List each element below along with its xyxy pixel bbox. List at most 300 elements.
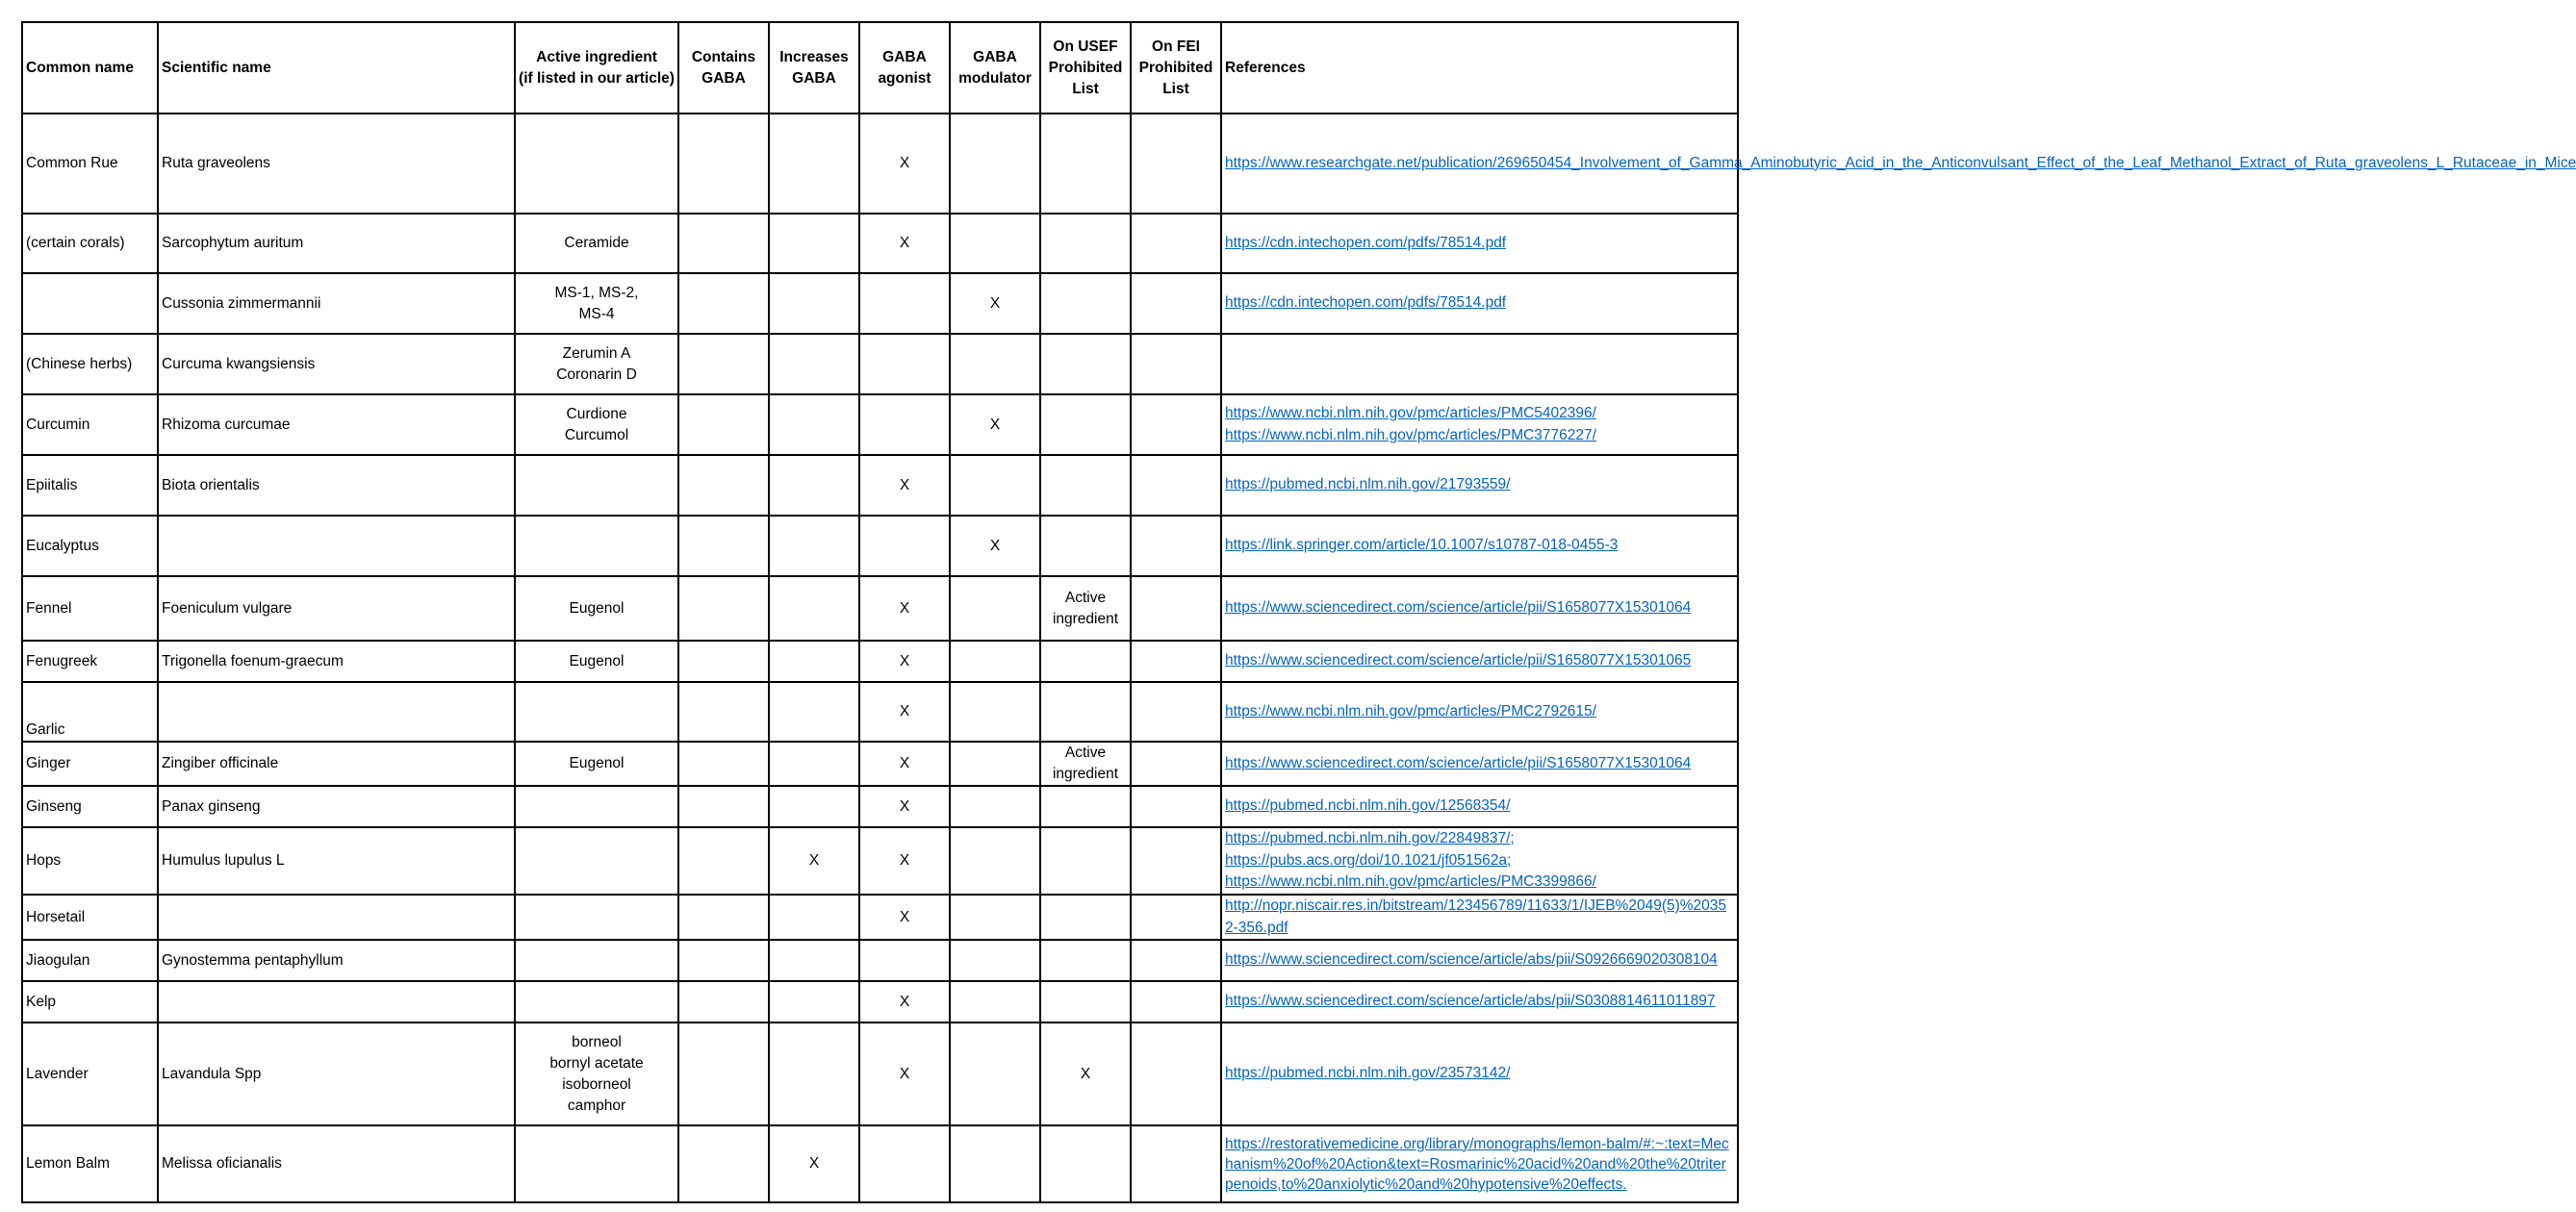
usef-cell — [1040, 742, 1131, 786]
common-name-cell — [22, 682, 158, 742]
fei-cell — [1131, 742, 1221, 786]
references-cell — [1221, 827, 1738, 895]
references-cell — [1221, 1125, 1738, 1202]
reference-link[interactable]: https://pubmed.ncbi.nlm.nih.gov/21793559/ — [1225, 476, 1511, 493]
active-ingredient-line: camphor — [567, 1097, 626, 1114]
table-row — [22, 827, 1738, 895]
header-usef-line-3: List — [1072, 80, 1099, 97]
common-name-cell — [22, 576, 158, 641]
scientific-name: Sarcophytum auritum — [162, 235, 304, 251]
common-name: Ginseng — [26, 797, 82, 815]
usef-cell — [1040, 641, 1131, 682]
header-contains-line-1: Contains — [691, 48, 756, 65]
table-body — [22, 114, 2576, 1202]
scientific-name-cell — [158, 214, 515, 273]
common-name: Lemon Balm — [26, 1155, 111, 1172]
usef-cell — [1040, 940, 1131, 981]
contains-cell — [678, 786, 769, 827]
fei-cell — [1131, 214, 1221, 273]
agonist-cell — [859, 786, 950, 827]
agonist-cell — [859, 895, 950, 940]
common-name: (Chinese herbs) — [26, 355, 133, 372]
scientific-name-cell — [158, 641, 515, 682]
common-name-cell — [22, 827, 158, 895]
contains-cell — [678, 895, 769, 940]
table-row — [22, 576, 1738, 641]
contains-cell — [678, 214, 769, 273]
reference-link[interactable]: https://www.sciencedirect.com/science/article/pii/S1658077X15301065 — [1225, 652, 1692, 669]
common-name-cell — [22, 114, 158, 214]
agonist-cell — [859, 981, 950, 1023]
scientific-name-cell — [158, 786, 515, 827]
active-ingredient-cell — [515, 576, 678, 641]
fei-cell — [1131, 641, 1221, 682]
agonist-cell — [859, 273, 950, 334]
increases-cell — [769, 455, 859, 516]
usef-cell — [1040, 827, 1131, 895]
contains-cell — [678, 576, 769, 641]
modulator-cell — [950, 895, 1040, 940]
common-name: Eucalyptus — [26, 537, 99, 554]
common-name: Common Rue — [26, 155, 118, 171]
usef-cell — [1040, 334, 1131, 394]
common-name: Ginger — [26, 755, 71, 771]
increases-cell — [769, 394, 859, 455]
scientific-name: Humulus lupulus L — [162, 852, 285, 869]
modulator-cell — [950, 334, 1040, 394]
references-cell — [1221, 455, 1738, 516]
scientific-name: Lavandula Spp — [162, 1065, 262, 1082]
reference-link[interactable]: https://restorativemedicine.org/library/monographs/lemon-balm/#:~:text=Mechanism%20of%20Action&text=Rosmarinic%20acid%20and%20the%20triterpenoids,to%20anxiolytic%20and%20hypotensive%20effects. — [1225, 1135, 1729, 1193]
increases-cell — [769, 114, 859, 214]
common-name: Hops — [26, 852, 62, 869]
active-ingredient-cell — [515, 742, 678, 786]
modulator-cell — [950, 214, 1040, 273]
usef-cell — [1040, 273, 1131, 334]
modulator-cell — [950, 827, 1040, 895]
agonist-cell — [859, 334, 950, 394]
common-name-cell — [22, 895, 158, 940]
agonist-mark: X — [899, 755, 910, 771]
reference-link[interactable]: https://pubs.acs.org/doi/10.1021/jf051562a; — [1225, 851, 1512, 869]
common-name-cell — [22, 1125, 158, 1202]
references-cell — [1221, 742, 1738, 786]
scientific-name: Ruta graveolens — [162, 155, 270, 171]
reference-link[interactable]: https://www.sciencedirect.com/science/article/pii/S1658077X15301064 — [1225, 754, 1692, 771]
header-modulator-line-2: modulator — [958, 69, 1032, 87]
modulator-cell — [950, 641, 1040, 682]
header-modulator-line-1: GABA — [973, 48, 1017, 65]
common-name-cell — [22, 742, 158, 786]
agonist-cell — [859, 214, 950, 273]
scientific-name-cell — [158, 895, 515, 940]
agonist-mark: X — [899, 235, 910, 251]
modulator-cell — [950, 682, 1040, 742]
increases-cell — [769, 576, 859, 641]
fei-cell — [1131, 1023, 1221, 1125]
contains-cell — [678, 940, 769, 981]
references-cell — [1221, 576, 1738, 641]
agonist-mark: X — [899, 476, 910, 493]
table-row — [22, 273, 1738, 334]
scientific-name-cell — [158, 576, 515, 641]
table-row — [22, 742, 1738, 786]
references-cell — [1221, 895, 1738, 940]
references-cell — [1221, 786, 1738, 827]
table-row — [22, 641, 1738, 682]
references-cell — [1221, 394, 1738, 455]
scientific-name: Panax ginseng — [162, 797, 261, 815]
active-ingredient-line: Eugenol — [569, 755, 625, 771]
active-ingredient-cell — [515, 455, 678, 516]
header-agonist-line-1: GABA — [882, 48, 927, 65]
contains-cell — [678, 827, 769, 895]
common-name: (certain corals) — [26, 235, 125, 251]
header-fei-line-3: List — [1162, 80, 1189, 97]
table-row — [22, 394, 1738, 455]
modulator-cell — [950, 394, 1040, 455]
agonist-cell — [859, 682, 950, 742]
common-name-cell — [22, 516, 158, 576]
common-name-cell — [22, 214, 158, 273]
agonist-cell — [859, 940, 950, 981]
scientific-name-cell — [158, 273, 515, 334]
usef-value-line: Active — [1064, 745, 1107, 761]
usef-value-line: Active — [1064, 589, 1107, 606]
agonist-mark: X — [899, 1065, 910, 1082]
table-row — [22, 682, 1738, 742]
active-ingredient-cell — [515, 895, 678, 940]
increases-mark: X — [808, 852, 820, 869]
references-cell — [1221, 273, 1738, 334]
reference-link[interactable]: https://pubmed.ncbi.nlm.nih.gov/12568354/ — [1225, 797, 1511, 815]
table-row — [22, 516, 1738, 576]
agonist-cell — [859, 827, 950, 895]
header-common-name: Common name — [22, 22, 158, 114]
modulator-cell — [950, 576, 1040, 641]
references-cell — [1221, 214, 1738, 273]
usef-cell — [1040, 1125, 1131, 1202]
header-fei-line-2: Prohibited — [1138, 59, 1213, 76]
agonist-mark: X — [899, 993, 910, 1010]
agonist-mark: X — [899, 703, 910, 720]
table-row — [22, 214, 1738, 273]
active-ingredient-line: Eugenol — [569, 652, 625, 669]
active-ingredient-cell — [515, 114, 678, 214]
scientific-name: Foeniculum vulgare — [162, 599, 293, 617]
agonist-cell — [859, 516, 950, 576]
header-usef-prohibited — [1040, 22, 1131, 114]
common-name-cell — [22, 641, 158, 682]
agonist-mark: X — [899, 852, 910, 869]
common-name: Horsetail — [26, 908, 86, 925]
agonist-mark: X — [899, 908, 910, 925]
increases-cell — [769, 1125, 859, 1202]
scientific-name-cell — [158, 827, 515, 895]
table-row — [22, 1023, 1738, 1125]
fei-cell — [1131, 114, 1221, 214]
agonist-cell — [859, 742, 950, 786]
contains-cell — [678, 1023, 769, 1125]
increases-cell — [769, 827, 859, 895]
active-ingredient-line: isoborneol — [562, 1075, 631, 1093]
reference-link[interactable]: https://link.springer.com/article/10.1007/s10787-018-0455-3 — [1225, 537, 1619, 554]
active-ingredient-cell — [515, 786, 678, 827]
references-cell — [1221, 682, 1738, 742]
active-ingredient-line: Eugenol — [569, 599, 625, 617]
fei-cell — [1131, 827, 1221, 895]
scientific-name: Trigonella foenum-graecum — [162, 652, 344, 669]
reference-link[interactable]: https://www.ncbi.nlm.nih.gov/pmc/articles/PMC3399866/ — [1225, 873, 1596, 891]
scientific-name: Zingiber officinale — [162, 755, 279, 771]
scientific-name-cell — [158, 455, 515, 516]
fei-cell — [1131, 394, 1221, 455]
references-cell — [1221, 1023, 1738, 1125]
active-ingredient-cell — [515, 1125, 678, 1202]
increases-cell — [769, 895, 859, 940]
increases-cell — [769, 273, 859, 334]
modulator-cell — [950, 786, 1040, 827]
agonist-mark: X — [899, 155, 910, 171]
contains-cell — [678, 516, 769, 576]
agonist-cell — [859, 641, 950, 682]
reference-link[interactable]: https://www.ncbi.nlm.nih.gov/pmc/articles/PMC2792615/ — [1225, 702, 1596, 720]
header-usef-line-1: On USEF — [1053, 38, 1118, 55]
active-ingredient-cell — [515, 214, 678, 273]
scientific-name-cell — [158, 742, 515, 786]
common-name-cell — [22, 394, 158, 455]
fei-cell — [1131, 981, 1221, 1023]
common-name-cell — [22, 334, 158, 394]
active-ingredient-line: Ceramide — [564, 235, 629, 251]
reference-link[interactable]: https://www.ncbi.nlm.nih.gov/pmc/articles/PMC3776227/ — [1225, 426, 1596, 443]
header-gaba-modulator — [950, 22, 1040, 114]
table-row — [22, 786, 1738, 827]
modulator-cell — [950, 1125, 1040, 1202]
active-ingredient-line: Curdione — [566, 405, 627, 422]
usef-cell — [1040, 682, 1131, 742]
modulator-mark: X — [989, 416, 1001, 433]
contains-cell — [678, 334, 769, 394]
scientific-name: Biota orientalis — [162, 476, 260, 493]
header-contains-gaba — [678, 22, 769, 114]
fei-cell — [1131, 786, 1221, 827]
scientific-name-cell — [158, 516, 515, 576]
scientific-name-cell — [158, 981, 515, 1023]
header-fei-line-1: On FEI — [1152, 38, 1200, 55]
header-references: References — [1221, 22, 1738, 114]
common-name-cell — [22, 273, 158, 334]
contains-cell — [678, 273, 769, 334]
usef-cell — [1040, 576, 1131, 641]
agonist-cell — [859, 114, 950, 214]
common-name: Jiaogulan — [26, 951, 90, 969]
contains-cell — [678, 394, 769, 455]
header-active-line-2: (if listed in our article) — [519, 69, 675, 87]
references-cell — [1221, 641, 1738, 682]
active-ingredient-cell — [515, 641, 678, 682]
common-name: Kelp — [26, 993, 57, 1010]
scientific-name-cell — [158, 682, 515, 742]
active-ingredient-line: Coronarin D — [556, 366, 637, 383]
references-cell — [1221, 981, 1738, 1023]
agonist-mark: X — [899, 599, 910, 617]
table-row — [22, 114, 1738, 214]
gaba-herbs-table-sheet — [21, 21, 2576, 1193]
header-active-line-1: Active ingredient — [536, 48, 657, 65]
scientific-name-cell — [158, 394, 515, 455]
agonist-cell — [859, 1125, 950, 1202]
references-cell — [1221, 516, 1738, 576]
header-increases-line-1: Increases — [779, 48, 849, 65]
common-name-cell — [22, 786, 158, 827]
reference-link[interactable]: https://www.sciencedirect.com/science/article/abs/pii/S0926669020308104 — [1225, 951, 1718, 969]
reference-link[interactable]: https://pubmed.ncbi.nlm.nih.gov/23573142/ — [1225, 1065, 1511, 1082]
scientific-name: Cussonia zimmermannii — [162, 294, 321, 312]
fei-cell — [1131, 940, 1221, 981]
agonist-cell — [859, 576, 950, 641]
usef-cell — [1040, 114, 1131, 214]
usef-cell — [1040, 895, 1131, 940]
table-row — [22, 1125, 1738, 1202]
header-increases-gaba — [769, 22, 859, 114]
header-agonist-line-2: agonist — [878, 69, 931, 87]
active-ingredient-cell — [515, 981, 678, 1023]
modulator-cell — [950, 1023, 1040, 1125]
scientific-name-cell — [158, 114, 515, 214]
active-ingredient-cell — [515, 516, 678, 576]
reference-link[interactable]: https://www.sciencedirect.com/science/article/pii/S1658077X15301064 — [1225, 599, 1692, 617]
usef-cell — [1040, 1023, 1131, 1125]
active-ingredient-cell — [515, 940, 678, 981]
table-row — [22, 981, 1738, 1023]
common-name-cell — [22, 1023, 158, 1125]
header-gaba-agonist — [859, 22, 950, 114]
usef-cell — [1040, 455, 1131, 516]
scientific-name: Melissa oficianalis — [162, 1155, 282, 1172]
reference-link[interactable]: http://nopr.niscair.res.in/bitstream/123456789/11633/1/IJEB%2049(5)%20352-356.pdf — [1225, 897, 1727, 936]
agonist-mark: X — [899, 797, 910, 815]
modulator-cell — [950, 273, 1040, 334]
active-ingredient-cell — [515, 273, 678, 334]
modulator-cell — [950, 455, 1040, 516]
increases-cell — [769, 214, 859, 273]
active-ingredient-line: MS-1, MS-2, — [554, 284, 639, 301]
usef-cell — [1040, 214, 1131, 273]
increases-cell — [769, 641, 859, 682]
increases-cell — [769, 981, 859, 1023]
reference-link[interactable]: https://www.sciencedirect.com/science/article/abs/pii/S0308814611011897 — [1225, 993, 1716, 1010]
fei-cell — [1131, 455, 1221, 516]
active-ingredient-line: borneol — [572, 1033, 622, 1050]
agonist-cell — [859, 455, 950, 516]
fei-cell — [1131, 1125, 1221, 1202]
header-usef-line-2: Prohibited — [1048, 59, 1123, 76]
common-name-cell — [22, 940, 158, 981]
common-name-cell — [22, 455, 158, 516]
fei-cell — [1131, 682, 1221, 742]
active-ingredient-line: bornyl acetate — [549, 1054, 644, 1072]
table-row — [22, 940, 1738, 981]
agonist-cell — [859, 394, 950, 455]
scientific-name-cell — [158, 940, 515, 981]
header-row — [22, 22, 1738, 114]
increases-cell — [769, 682, 859, 742]
increases-cell — [769, 516, 859, 576]
common-name-cell — [22, 981, 158, 1023]
references-cell — [1221, 940, 1738, 981]
header-increases-line-2: GABA — [792, 69, 836, 87]
references-cell — [1221, 334, 1738, 394]
usef-value-line: X — [1080, 1065, 1091, 1082]
modulator-mark: X — [989, 537, 1001, 554]
contains-cell — [678, 1125, 769, 1202]
modulator-cell — [950, 114, 1040, 214]
modulator-cell — [950, 516, 1040, 576]
contains-cell — [678, 742, 769, 786]
increases-cell — [769, 940, 859, 981]
usef-cell — [1040, 786, 1131, 827]
header-fei-prohibited — [1131, 22, 1221, 114]
contains-cell — [678, 641, 769, 682]
reference-link[interactable]: https://cdn.intechopen.com/pdfs/78514.pdf — [1225, 234, 1507, 251]
reference-link[interactable]: https://www.researchgate.net/publication/269650454_Involvement_of_Gamma_Aminobutyric_Acid_in_the_Anticonvulsant_Effect_of_the_Leaf_Methanol_Extract_of_Ruta_graveolens_L_Rutaceae_in_Mice — [1225, 154, 2576, 171]
active-ingredient-cell — [515, 682, 678, 742]
contains-cell — [678, 981, 769, 1023]
increases-mark: X — [808, 1155, 820, 1172]
scientific-name: Gynostemma pentaphyllum — [162, 951, 344, 969]
scientific-name: Rhizoma curcumae — [162, 416, 291, 433]
reference-link[interactable]: https://www.ncbi.nlm.nih.gov/pmc/articles/PMC5402396/ — [1225, 405, 1596, 421]
contains-cell — [678, 682, 769, 742]
fei-cell — [1131, 516, 1221, 576]
contains-cell — [678, 114, 769, 214]
reference-link[interactable]: https://pubmed.ncbi.nlm.nih.gov/22849837/; — [1225, 830, 1515, 847]
scientific-name-cell — [158, 334, 515, 394]
table-row — [22, 455, 1738, 516]
agonist-mark: X — [899, 652, 910, 669]
modulator-cell — [950, 742, 1040, 786]
active-ingredient-line: Curcumol — [564, 426, 629, 443]
increases-cell — [769, 334, 859, 394]
contains-cell — [678, 455, 769, 516]
common-name: Fenugreek — [26, 652, 98, 669]
references-cell — [1221, 114, 2576, 214]
active-ingredient-line: MS-4 — [578, 305, 615, 322]
gaba-herbs-table — [21, 21, 2576, 1203]
scientific-name-cell — [158, 1023, 515, 1125]
fei-cell — [1131, 576, 1221, 641]
active-ingredient-cell — [515, 827, 678, 895]
usef-value-line: ingredient — [1052, 766, 1119, 782]
reference-link[interactable]: https://cdn.intechopen.com/pdfs/78514.pdf — [1225, 294, 1507, 312]
scientific-name-cell — [158, 1125, 515, 1202]
active-ingredient-cell — [515, 334, 678, 394]
increases-cell — [769, 742, 859, 786]
fei-cell — [1131, 334, 1221, 394]
increases-cell — [769, 786, 859, 827]
table-row — [22, 334, 1738, 394]
header-contains-line-2: GABA — [701, 69, 746, 87]
fei-cell — [1131, 273, 1221, 334]
table-row — [22, 895, 1738, 940]
header-scientific-name: Scientific name — [158, 22, 515, 114]
fei-cell — [1131, 895, 1221, 940]
common-name: Fennel — [26, 599, 72, 617]
active-ingredient-cell — [515, 394, 678, 455]
modulator-cell — [950, 981, 1040, 1023]
common-name: Lavender — [26, 1065, 89, 1082]
